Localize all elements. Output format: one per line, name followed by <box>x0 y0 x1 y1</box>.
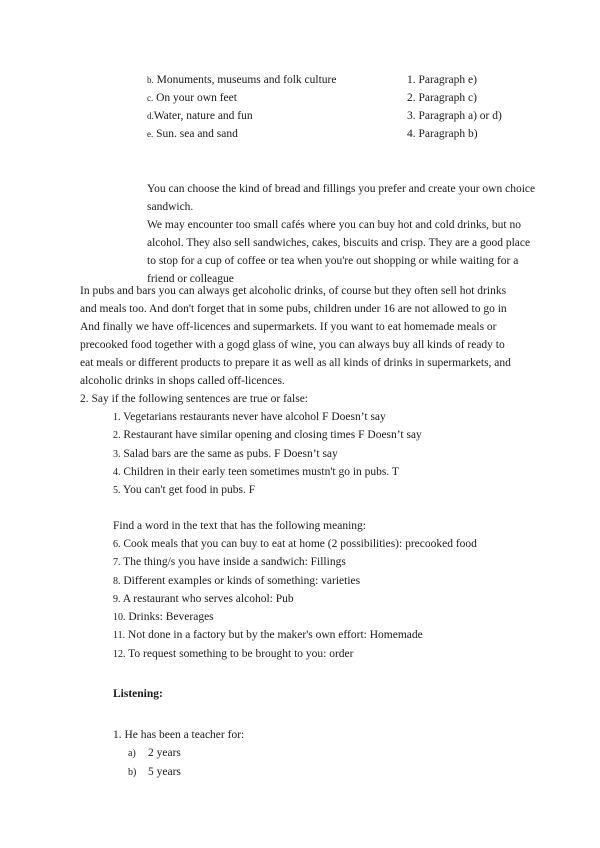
item-text: Different examples or kinds of something: varieties <box>123 574 361 587</box>
item-number: 10. <box>113 612 126 624</box>
listening-question-1: 1. He has been a teacher for: <box>113 729 245 741</box>
listening-options <box>128 744 181 782</box>
item-text: Restaurant have similar opening and closing times F Doesn’t say <box>123 429 422 442</box>
item-text: You can't get food in pubs. F <box>122 484 256 497</box>
question2-title: 2. Say if the following sentences are true or false: <box>80 393 309 405</box>
list-item <box>113 408 422 426</box>
option-item <box>128 744 181 763</box>
list-item <box>113 463 422 481</box>
item-number: 8. <box>113 575 121 587</box>
item-text: A restaurant who serves alcohol: Pub <box>122 592 294 605</box>
option-text: 2 years <box>148 747 181 759</box>
item-number: 2. <box>113 430 121 442</box>
item-text: Cook meals that you can buy to eat at home (2 possibilities): precooked food <box>123 538 477 550</box>
item-text: Children in their early teen sometimes mustn't go in pubs. T <box>123 465 399 478</box>
matching-text: On your own feet <box>156 92 237 104</box>
matching-letter: e. <box>147 129 154 139</box>
matching-letter: b. <box>147 75 154 85</box>
item-number: 5. <box>113 485 121 497</box>
item-text: To request something to be brought to you: order <box>128 647 354 660</box>
matching-row <box>147 125 527 143</box>
option-text: 5 years <box>148 766 181 778</box>
matching-row <box>147 107 527 125</box>
item-text: Vegetarians restaurants never have alcohol F Doesn’t say <box>123 411 386 423</box>
list-item <box>113 426 422 444</box>
item-text: Not done in a factory but by the maker's own effort: Homemade <box>128 629 423 642</box>
item-text: The thing/s you have inside a sandwich: Fillings <box>123 556 346 569</box>
paragraph-cafes: We may encounter too small cafés where you can buy hot and cold drinks, but no alcohol. They also sell sandwiches, cakes, biscuits and crisp. They are a good place to stop for a cup of coffee or tea when you're out shopping or while waiting for a friend or colleague <box>147 219 531 285</box>
matching-row <box>147 89 527 107</box>
item-number: 3. <box>113 448 121 460</box>
matching-answer: 1. Paragraph e) <box>407 74 477 86</box>
list-item <box>113 608 477 626</box>
matching-answer: 3. Paragraph a) or d) <box>407 110 502 122</box>
list-item <box>113 553 477 571</box>
option-letter: b) <box>128 767 137 778</box>
matching-text: Sun. sea and sand <box>156 128 238 140</box>
true-false-list <box>113 408 422 499</box>
item-number: 6. <box>113 539 121 550</box>
item-number: 1. <box>113 412 121 423</box>
indented-text-block <box>147 180 537 288</box>
list-item <box>113 626 477 644</box>
item-number: 4. <box>113 466 121 478</box>
matching-row <box>147 71 527 89</box>
matching-answer: 2. Paragraph c) <box>407 92 477 104</box>
listening-heading: Listening: <box>113 688 163 700</box>
matching-table <box>147 71 527 143</box>
matching-text: Water, nature and fun <box>153 110 253 122</box>
item-number: 7. <box>113 557 121 569</box>
list-item <box>113 481 422 499</box>
option-item <box>128 763 181 782</box>
list-item <box>113 590 477 608</box>
paragraph-sandwich: You can choose the kind of bread and fillings you prefer and create your own choice sandwich. <box>147 183 536 213</box>
item-text: Salad bars are the same as pubs. F Doesn’t say <box>123 447 338 460</box>
find-word-list <box>113 535 477 663</box>
matching-letter: c. <box>147 93 154 103</box>
item-number: 9. <box>113 593 121 605</box>
item-text: Drinks: Beverages <box>128 611 214 624</box>
matching-text: Monuments, museums and folk culture <box>156 74 337 86</box>
find-word-title: Find a word in the text that has the following meaning: <box>113 520 366 532</box>
paragraph-pubs: In pubs and bars you can always get alcoholic drinks, of course but they often sell hot drinks and meals too. And don't forget that in some pubs, children under 16 are not allowed to go in And finally we have off-licences and supermarkets. If you want to eat homemade meals or precooked food together with a gogd glass of wine, you can always buy all kinds of ready to eat meals or different products to prepare it as well as all kinds of drinks in supermarkets, and alcoholic drinks in shops called off-licences. <box>80 285 511 387</box>
list-item <box>113 645 477 663</box>
list-item <box>113 445 422 463</box>
list-item <box>113 535 477 553</box>
matching-answer: 4. Paragraph b) <box>407 128 478 140</box>
item-number: 11. <box>113 630 126 642</box>
list-item <box>113 572 477 590</box>
option-letter: a) <box>128 748 136 759</box>
matching-letter: d. <box>147 111 154 121</box>
item-number: 12. <box>113 648 126 660</box>
